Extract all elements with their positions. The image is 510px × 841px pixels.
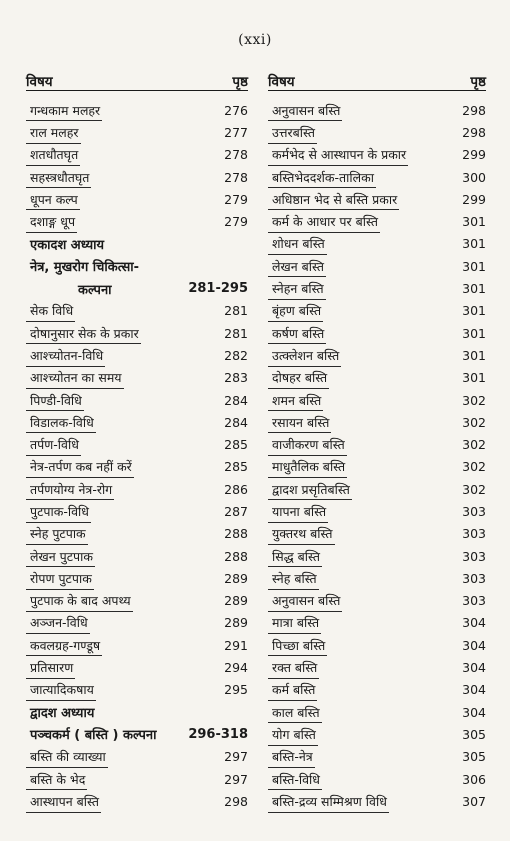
toc-entry-page: 286	[224, 481, 248, 497]
toc-entry	[268, 144, 486, 166]
toc-entry-title: स्नेह पुटपाक	[30, 526, 86, 542]
toc-entry-page: 301	[462, 214, 486, 230]
toc-entry	[268, 210, 486, 232]
toc-entry	[268, 500, 486, 522]
toc-entry-title: अनुवासन बस्ति	[272, 102, 341, 118]
page-number: (xxi)	[238, 32, 272, 48]
toc-entry-page: 291	[224, 637, 248, 653]
toc-entry-page: 285	[224, 459, 248, 475]
toc-entry-title: प्रतिसारण	[30, 660, 74, 676]
toc-entry	[268, 255, 486, 277]
toc-entry-title: बस्ति की व्याख्या	[30, 749, 106, 765]
toc-entry-title: कवलग्रह-गण्डूष	[30, 637, 101, 653]
toc-entry-title: शतधौतघृत	[30, 147, 79, 163]
toc-entry	[26, 344, 248, 366]
toc-entry	[26, 612, 248, 634]
toc-entry-page: 302	[462, 437, 486, 453]
toc-entry	[26, 679, 248, 701]
toc-entry-page: 278	[224, 169, 248, 185]
toc-entry-page: 301	[462, 347, 486, 363]
toc-entry-title: आश्च्योतन-विधि	[30, 347, 104, 363]
toc-entry	[26, 545, 248, 567]
toc-section-heading	[26, 701, 248, 723]
toc-entry-page: 301	[462, 303, 486, 319]
toc-entry-title: यापना बस्ति	[272, 503, 327, 519]
toc-entry-title: तर्पण-विधि	[30, 437, 79, 453]
toc-entry-title: कर्मभेद से आस्थापन के प्रकार	[272, 147, 407, 163]
toc-entry-page: 307	[462, 793, 486, 809]
page-heading: पृष्ठ	[232, 74, 248, 90]
toc-entry	[268, 277, 486, 299]
toc-entry-page: 284	[224, 392, 248, 408]
toc-entry-page: 301	[462, 370, 486, 386]
toc-entry-title: अञ्जन-विधि	[30, 615, 88, 631]
toc-entry-title: रोपण पुटपाक	[30, 570, 92, 586]
toc-entry	[268, 121, 486, 143]
toc-entry-page: 289	[224, 593, 248, 609]
toc-entry-title: स्नेहन बस्ति	[272, 281, 324, 297]
toc-entry	[268, 389, 486, 411]
toc-entry-title: दोषहर बस्ति	[272, 370, 328, 386]
toc-entry-title: बस्ति-विधि	[272, 771, 320, 787]
toc-entry-title: माधुतैलिक बस्ति	[272, 459, 346, 475]
toc-entry-page: 303	[462, 548, 486, 564]
toc-entry-title: लेखन पुटपाक	[30, 548, 93, 564]
toc-entry-title: दोषानुसार सेक के प्रकार	[30, 325, 139, 341]
toc-entry	[26, 523, 248, 545]
toc-entry-title: दशाङ्ग धूप	[30, 214, 76, 230]
toc-entry	[268, 322, 486, 344]
toc-entry-title: आश्च्योतन का समय	[30, 370, 122, 386]
toc-entry	[26, 144, 248, 166]
toc-entry-page: 281	[224, 325, 248, 341]
toc-entry-page: 289	[224, 570, 248, 586]
toc-entry	[268, 300, 486, 322]
toc-entry	[26, 166, 248, 188]
toc-entry-page: 278	[224, 147, 248, 163]
toc-entry-page: 303	[462, 570, 486, 586]
toc-entry-page: 284	[224, 414, 248, 430]
toc-entry-page: 305	[462, 726, 486, 742]
toc-entry-page: 279	[224, 191, 248, 207]
toc-right-rows	[268, 99, 486, 813]
toc-entry-page: 287	[224, 503, 248, 519]
toc-entry-title: पञ्चकर्म ( बस्ति ) कल्पना	[30, 728, 157, 744]
toc-entry	[268, 233, 486, 255]
toc-entry-title: रक्त बस्ति	[272, 660, 318, 676]
toc-right-column	[268, 66, 486, 813]
toc-entry-title: पुटपाक के बाद अपथ्य	[30, 593, 131, 609]
toc-entry	[268, 701, 486, 723]
toc-entry-title: विडालक-विधि	[30, 414, 94, 430]
toc-left-rows	[26, 99, 248, 813]
toc-entry-title: कर्म बस्ति	[272, 682, 316, 698]
toc-right-header	[268, 66, 486, 91]
toc-entry	[268, 790, 486, 812]
toc-entry	[268, 567, 486, 589]
toc-entry	[26, 367, 248, 389]
toc-entry	[268, 590, 486, 612]
toc-entry	[26, 590, 248, 612]
toc-entry-page: 288	[224, 526, 248, 542]
toc-entry	[26, 768, 248, 790]
toc-entry-page: 301	[462, 281, 486, 297]
toc-entry-page: 298	[462, 124, 486, 140]
toc-entry	[26, 478, 248, 500]
subject-heading: विषय	[26, 74, 53, 90]
toc-entry-page: 285	[224, 437, 248, 453]
toc-entry-page: 303	[462, 593, 486, 609]
toc-entry-title: पुटपाक-विधि	[30, 503, 89, 519]
toc-entry-page: 299	[462, 191, 486, 207]
toc-entry-page: 288	[224, 548, 248, 564]
toc-entry-page: 283	[224, 370, 248, 386]
toc-entry	[26, 99, 248, 121]
toc-entry-page: 296-318	[188, 726, 248, 742]
toc-entry-title: उत्तरबस्ति	[272, 124, 315, 140]
toc-entry-title: आस्थापन बस्ति	[30, 793, 99, 809]
toc-entry-page: 281-295	[188, 281, 248, 297]
toc-entry-title: सहस्त्रधौतघृत	[30, 169, 90, 185]
toc-entry-title: पिण्डी-विधि	[30, 392, 82, 408]
toc-entry-page: 301	[462, 236, 486, 252]
toc-entry-page: 279	[224, 214, 248, 230]
toc-entry	[26, 411, 248, 433]
toc-entry-title: कर्षण बस्ति	[272, 325, 325, 341]
toc-entry-page: 302	[462, 414, 486, 430]
toc-entry-page: 277	[224, 124, 248, 140]
toc-entry-title: अधिष्ठान भेद से बस्ति प्रकार	[272, 191, 398, 207]
entry-underline	[268, 812, 389, 813]
toc-left-column	[26, 66, 248, 813]
toc-entry-page: 305	[462, 749, 486, 765]
toc-entry-page: 304	[462, 682, 486, 698]
entry-underline	[26, 812, 101, 813]
toc-entry-title: बस्ति-नेत्र	[272, 749, 313, 765]
toc-entry-title: उत्क्लेशन बस्ति	[272, 347, 340, 363]
toc-entry	[268, 344, 486, 366]
toc-entry-page: 303	[462, 503, 486, 519]
toc-entry-page: 302	[462, 459, 486, 475]
toc-entry	[26, 790, 248, 812]
toc-section-heading	[26, 723, 248, 745]
toc-entry-title: सेक विधि	[30, 303, 74, 319]
toc-entry-title: द्वादश प्रसृतिबस्ति	[272, 481, 350, 497]
toc-entry-title: लेखन बस्ति	[272, 258, 324, 274]
toc-entry	[26, 188, 248, 210]
toc-entry	[268, 166, 486, 188]
toc-entry-title: कर्म के आधार पर बस्ति	[272, 214, 378, 230]
toc-entry	[268, 99, 486, 121]
toc-entry-page: 304	[462, 660, 486, 676]
toc-entry-page: 302	[462, 481, 486, 497]
toc-entry	[268, 768, 486, 790]
toc-entry-title: बस्ति-द्रव्य सम्मिश्रण विधि	[272, 793, 387, 809]
toc-entry-page: 289	[224, 615, 248, 631]
toc-entry	[268, 723, 486, 745]
toc-entry-page: 304	[462, 704, 486, 720]
toc-entry-page: 304	[462, 637, 486, 653]
toc-entry	[268, 612, 486, 634]
toc-entry-title: कल्पना	[78, 282, 112, 298]
toc-entry	[26, 322, 248, 344]
toc-entry-title: बस्तिभेददर्शक-तालिका	[272, 169, 374, 185]
toc-entry-page: 297	[224, 771, 248, 787]
toc-entry	[268, 746, 486, 768]
toc-entry-page: 306	[462, 771, 486, 787]
toc-entry-page: 295	[224, 682, 248, 698]
toc-entry	[26, 500, 248, 522]
toc-entry	[268, 456, 486, 478]
toc-entry-title: योग बस्ति	[272, 726, 316, 742]
toc-entry	[26, 634, 248, 656]
toc-entry-title: नेत्र-तर्पण कब नहीं करें	[30, 459, 132, 475]
toc-entry-title: राल मलहर	[30, 124, 79, 140]
toc-entry-page: 303	[462, 526, 486, 542]
toc-entry-page: 299	[462, 147, 486, 163]
toc-entry	[268, 545, 486, 567]
toc-entry	[26, 433, 248, 455]
toc-entry-page: 282	[224, 347, 248, 363]
toc-entry-page: 297	[224, 749, 248, 765]
toc-entry-title: द्वादश अध्याय	[30, 706, 95, 722]
toc-entry	[268, 656, 486, 678]
toc-entry-title: नेत्र, मुखरोग चिकित्सा-	[30, 260, 140, 276]
toc-entry-title: शोधन बस्ति	[272, 236, 325, 252]
toc-entry-title: सिद्ध बस्ति	[272, 548, 321, 564]
toc-entry-title: स्नेह बस्ति	[272, 570, 317, 586]
toc-entry	[26, 567, 248, 589]
toc-left-header	[26, 66, 248, 91]
toc-entry-page: 298	[224, 793, 248, 809]
toc-entry	[268, 634, 486, 656]
toc-entry	[26, 656, 248, 678]
toc-entry	[26, 456, 248, 478]
toc-entry-title: पिच्छा बस्ति	[272, 637, 326, 653]
toc-entry	[268, 367, 486, 389]
toc-entry-title: युक्तरथ बस्ति	[272, 526, 333, 542]
toc-entry-page: 301	[462, 325, 486, 341]
toc-entry	[268, 523, 486, 545]
toc-entry-title: शमन बस्ति	[272, 392, 322, 408]
toc-entry-page: 294	[224, 660, 248, 676]
toc-entry-page: 276	[224, 102, 248, 118]
toc-section-heading	[26, 277, 248, 299]
toc-entry-title: एकादश अध्याय	[30, 237, 105, 253]
toc-entry	[268, 411, 486, 433]
toc-entry-title: गन्धकाम मलहर	[30, 102, 101, 118]
toc-entry-title: मात्रा बस्ति	[272, 615, 320, 631]
subject-heading: विषय	[268, 74, 295, 90]
toc-entry-page: 300	[462, 169, 486, 185]
toc-entry-title: वाजीकरण बस्ति	[272, 437, 345, 453]
toc-entry-title: जात्यादिकषाय	[30, 682, 94, 698]
toc-entry	[268, 478, 486, 500]
toc-entry-page: 301	[462, 258, 486, 274]
toc-entry	[26, 300, 248, 322]
toc-entry	[26, 389, 248, 411]
toc-entry-page: 281	[224, 303, 248, 319]
toc-section-heading	[26, 233, 248, 255]
toc-entry-title: रसायन बस्ति	[272, 414, 330, 430]
toc-entry-title: बस्ति के भेद	[30, 771, 86, 787]
toc-entry-page: 304	[462, 615, 486, 631]
toc-entry-title: तर्पणयोग्य नेत्र-रोग	[30, 481, 113, 497]
toc-entry-title: बृंहण बस्ति	[272, 303, 322, 319]
toc-entry	[268, 433, 486, 455]
toc-section-heading	[26, 255, 248, 277]
toc-entry-page: 302	[462, 392, 486, 408]
toc-entry-title: धूपन कल्प	[30, 191, 78, 207]
toc-entry-page: 298	[462, 102, 486, 118]
toc-entry	[268, 188, 486, 210]
toc-entry	[26, 746, 248, 768]
toc-entry-title: अनुवासन बस्ति	[272, 593, 341, 609]
toc-entry	[268, 679, 486, 701]
page-heading: पृष्ठ	[470, 74, 486, 90]
toc-entry	[26, 121, 248, 143]
toc-entry-title: काल बस्ति	[272, 704, 320, 720]
toc-entry	[26, 210, 248, 232]
